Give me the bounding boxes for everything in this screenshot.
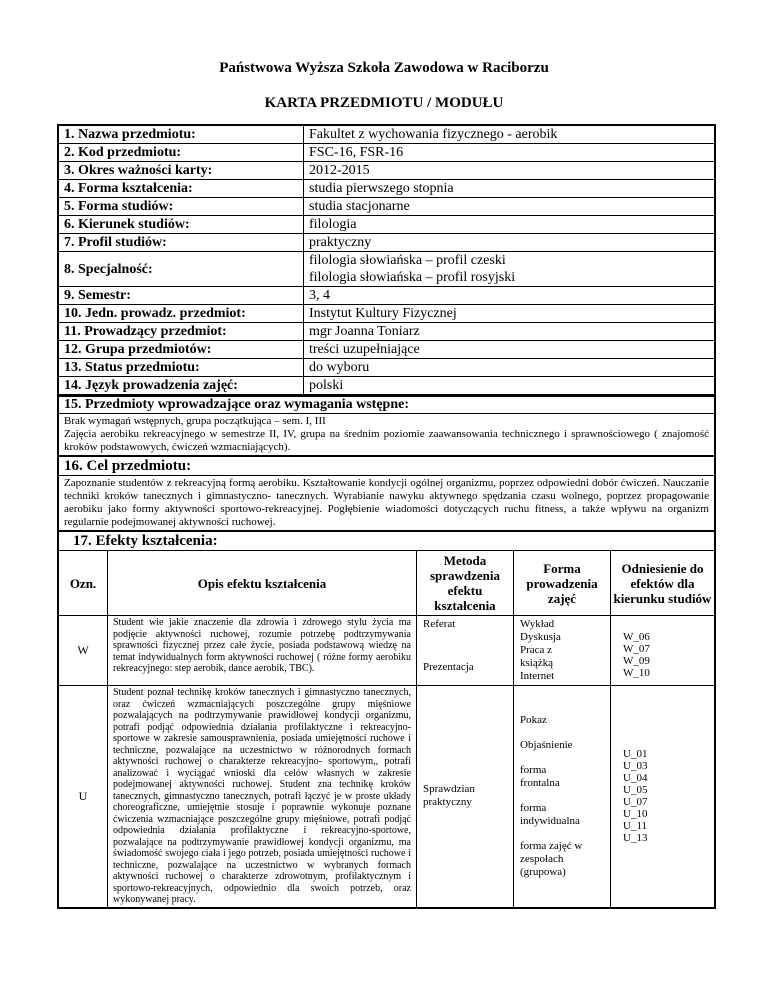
ref-item: U_11 [623,820,648,833]
info-label: 1. Nazwa przedmiotu: [59,126,304,144]
info-label: 13. Status przedmiotu: [59,359,304,377]
form-item: Wykład [520,618,555,630]
header-ozn: Ozn. [59,551,108,616]
effect-form [514,686,611,907]
info-value: studia stacjonarne [304,198,715,216]
info-label: 14. Język prowadzenia zajęć: [59,377,304,395]
info-row [59,287,714,305]
form-item: frontalna [520,776,560,789]
info-value-line: filologia słowiańska – profil rosyjski [309,270,516,285]
ref-item: U_01 [623,748,648,761]
info-label: 8. Specjalność: [59,252,304,287]
form-item: Pokaz [520,713,547,726]
ref-item: W_10 [623,667,650,679]
effect-form [514,616,611,686]
info-row [59,216,714,234]
header-method: Metoda sprawdzenia efektu kształcenia [417,551,514,616]
ref-item: U_10 [623,808,648,821]
info-row [59,323,714,341]
info-row [59,144,714,162]
info-row [59,341,714,359]
info-value: mgr Joanna Toniarz [304,323,715,341]
header-form: Forma prowadzenia zajęć [514,551,611,616]
info-label: 6. Kierunek studiów: [59,216,304,234]
section-15-line-2: Zajęcia aerobiku rekreacyjnego w semestrze II, IV, grupa na średnim poziomie zaawansowania technicznego i sprawnościowego ( znajomość kroków podstawowych, ćwiczeń wzmacniających). [64,428,709,453]
ref-item: U_04 [623,772,648,785]
effect-row-u [59,686,714,907]
effect-code: W [59,616,108,686]
ref-item: W_07 [623,643,650,655]
section-16-body: Zapoznanie studentów z rekreacyjną formą aerobiku. Kształtowanie kondycji ogólnej organizmu, poprzez odpowiedni dobór ćwiczeń. Nauczanie techniki kroków tanecznych i gimnastyczno- tanecznych. Wyrabianie nawyku aktywnego spędzania czasu wolnego, poprzez propagowanie aerobiku jako formy aktywności sportowo-rekreacyjnej. Pogłębienie wiadomości dotyczących ruchu fitness, a także wpływu na organizm regularnie podejmowanej aktywności ruchowej. [59,475,714,530]
section-15-body [59,413,714,455]
form-item: Internet [520,670,555,682]
section-16-title: 16. Cel przedmiotu: [59,456,714,475]
form-item: książką [520,657,553,669]
ref-item: U_03 [623,760,648,773]
form-item: zespołach [520,852,564,865]
info-row [59,180,714,198]
header-description: Opis efektu kształcenia [108,551,417,616]
info-value: Fakultet z wychowania fizycznego - aerobik [304,126,715,144]
form-item: forma [520,763,547,776]
method-item: Sprawdzian [423,783,475,796]
effects-table [59,550,714,907]
info-row [59,252,714,287]
info-label: 3. Okres ważności karty: [59,162,304,180]
form-item: Objaśnienie [520,738,573,751]
info-value: polski [304,377,715,395]
info-value: do wyboru [304,359,715,377]
info-value [304,252,715,287]
section-15-title: 15. Przedmioty wprowadzające oraz wymagania wstępne: [59,396,714,413]
info-value: praktyczny [304,234,715,252]
section-16 [59,455,714,530]
info-label: 7. Profil studiów: [59,234,304,252]
info-row [59,198,714,216]
section-15 [59,395,714,455]
info-row [59,234,714,252]
header-reference: Odniesienie do efektów dla kierunku studiów [611,551,715,616]
info-value: studia pierwszego stopnia [304,180,715,198]
info-label: 4. Forma kształcenia: [59,180,304,198]
info-label: 10. Jedn. prowadz. przedmiot: [59,305,304,323]
effect-method [417,616,514,686]
info-value: FSC-16, FSR-16 [304,144,715,162]
method-item: Referat [423,618,456,630]
info-value: Instytut Kultury Fizycznej [304,305,715,323]
method-item: praktyczny [423,796,472,809]
method-item: Prezentacja [423,661,474,673]
info-value: treści uzupełniające [304,341,715,359]
info-row [59,377,714,395]
effect-description: Student poznał technikę kroków tanecznych i gimnastyczno tanecznych, oraz ćwiczeń wzmacniających poszczególne grupy mięśniowe pozwalających na podtrzymywanie prawidłowej kondycji organizmu, potrafi podjąć odpowiednia działania profilaktyczne i rekreacyjno-sportowe w zakresie samousprawnienia, posiada umiejętności ruchowe i techniczne, pozwalające na uczestnictwo w różnorodnych formach aktywności ruchowej o charakterze rekreacyjno- sportowym,, potrafi analizować i wyciągać wnioski dla celów własnych w zakresie podejmowanej aktywności ruchowej. Student zna technikę kroków tanecznych, gimnastyczno tanecznych, potrafi łączyć je w proste układy choreograficzne, umiejętnie stosuje i poprawnie wykonuje poznane ćwiczenia wzmacniające poszczególne grupy mięśniowe, potrafi podjąć odpowiednia działania profilaktyczne i rekreacyjno-sportowe, pozwalające na podtrzymywanie prawidłowej kondycji organizmu, ma świadomość swojego ciała i jego potrzeb, posiada umiejętności ruchowe i techniczne, pozwalające na uczestnictwo w wybranych formach aktywności ruchowej o charakterze zdrowotnym, profilaktycznym i sportowo-rekreacyjnych, odpowiednio dla swoich potrzeb, oraz wykonywanej pracy. [108,686,417,907]
info-value: filologia [304,216,715,234]
info-row [59,305,714,323]
course-info-table [59,126,714,395]
section-17-title: 17. Efekty kształcenia: [59,531,714,550]
institution-name: Państwowa Wyższa Szkoła Zawodowa w Raciborzu [219,60,549,76]
form-item: indywidualna [520,814,580,827]
info-value: 2012-2015 [304,162,715,180]
info-label: 9. Semestr: [59,287,304,305]
course-card [57,124,716,909]
info-label: 11. Prowadzący przedmiot: [59,323,304,341]
ref-item: W_06 [623,631,650,643]
effect-references [611,616,715,686]
info-label: 2. Kod przedmiotu: [59,144,304,162]
effect-row-w [59,616,714,686]
info-value-line: filologia słowiańska – profil czeski [309,253,506,268]
effect-references [611,686,715,907]
ref-item: W_09 [623,655,650,667]
form-item: Dyskusja [520,631,561,643]
form-item: Praca z [520,644,553,656]
form-item: forma [520,801,547,814]
info-label: 12. Grupa przedmiotów: [59,341,304,359]
info-label: 5. Forma studiów: [59,198,304,216]
effect-description: Student wie jakie znaczenie dla zdrowia i zdrowego stylu życia ma podjęcie aktywności ruchowej, rozumie potrzebę podtrzymywania sprawności fizycznej przez całe życie, posiada podstawową wiedzę na temat indywidualnych form aktywności ruchowej ( różne formy aerobiku rekreacyjnego: step aerobik, dance aerobik, TBC). [108,616,417,686]
info-row [59,359,714,377]
ref-item: U_05 [623,784,648,797]
info-row [59,162,714,180]
info-value: 3, 4 [304,287,715,305]
effect-method [417,686,514,907]
section-15-line-1: Brak wymagań wstępnych, grupa początkująca – sem. I, III [64,415,326,427]
section-17 [59,530,714,907]
ref-item: U_13 [623,832,648,845]
card-title: KARTA PRZEDMIOTU / MODUŁU [264,95,504,111]
ref-item: U_07 [623,796,648,809]
form-item: (grupowa) [520,865,566,878]
form-item: forma zajęć w [520,839,583,852]
info-row [59,126,714,144]
effect-code: U [59,686,108,907]
